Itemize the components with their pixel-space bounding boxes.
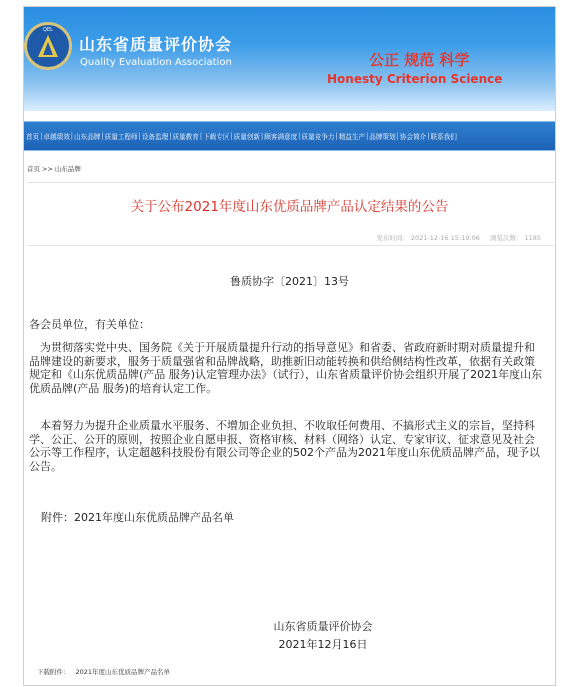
nav-item-contact[interactable]: 联系我们 <box>430 133 457 141</box>
nav-item-brand-planning[interactable]: 品牌策划 <box>369 133 396 141</box>
nav-separator: | <box>261 132 264 140</box>
nav-separator: | <box>230 132 233 140</box>
nav-separator: | <box>138 132 141 140</box>
nav-item-quality-competitiveness[interactable]: 质量竞争力 <box>301 133 335 141</box>
divider <box>27 245 554 246</box>
nav-separator: | <box>298 132 301 140</box>
logo-emblem-icon <box>36 33 60 59</box>
paragraph-1: 为贯彻落实党中央、国务院《关于开展质量提升行动的指导意见》和省委、省政府新时期对质量提升和品牌建设的新要求，服务于质量强省和品牌战略，助推新旧动能转换和供给侧结构性改革，依据有关政策规定和《山东优质品牌(产品 服务)认定管理办法》（试行），山东省质量评价协会组织开展了2021年度山东优质品牌(产品 服务)的培育认定工作。 <box>29 341 543 395</box>
main-nav <box>24 121 555 151</box>
views-label: 浏览次数： <box>489 234 523 242</box>
article-meta <box>374 233 541 242</box>
nav-item-home[interactable]: 首页 <box>26 133 40 141</box>
views-count: 1185 <box>524 234 541 242</box>
site-header <box>24 7 555 111</box>
nav-item-about[interactable]: 协会简介 <box>399 133 427 141</box>
nav-item-shandong-brand[interactable]: 山东品牌 <box>74 133 101 141</box>
salutation: 各会员单位，有关单位： <box>29 318 150 331</box>
nav-separator: | <box>396 132 399 140</box>
nav-item-downloads[interactable]: 下载专区 <box>203 133 230 141</box>
breadcrumb-home[interactable]: 首页 <box>27 165 40 173</box>
nav-separator: | <box>70 132 74 140</box>
nav-separator: | <box>101 132 104 140</box>
page-frame <box>23 6 556 686</box>
nav-item-quality-education[interactable]: 质量教育 <box>172 133 199 141</box>
nav-item-customer-satisfaction[interactable]: 顾客满意度 <box>264 133 298 141</box>
nav-item-quality-engineer[interactable]: 质量工程师 <box>104 133 138 141</box>
breadcrumb <box>27 164 81 173</box>
logo-text: QEL <box>43 27 53 33</box>
nav-separator: | <box>366 132 369 140</box>
association-logo[interactable] <box>24 22 72 70</box>
nav-item-excellence[interactable]: 卓越绩效 <box>43 133 70 141</box>
document-number: 鲁质协字〔2021〕13号 <box>230 275 349 288</box>
download-label: 下载附件： <box>37 668 70 676</box>
breadcrumb-current[interactable]: 山东品牌 <box>54 165 81 173</box>
nav-item-equipment-supervision[interactable]: 设备监理 <box>141 133 169 141</box>
nav-separator: | <box>40 132 43 140</box>
org-name-cn: 山东省质量评价协会 <box>79 35 233 54</box>
nav-separator: | <box>169 132 172 140</box>
attachment-note: 附件：2021年度山东优质品牌产品名单 <box>41 511 234 524</box>
slogan-cn: 公正 规范 科学 <box>369 51 470 69</box>
paragraph-2: 本着努力为提升企业质量水平服务、不增加企业负担、不收取任何费用、不搞形式主义的宗旨，坚持科学、公正、公开的原则，按照企业自愿申报、资格审核、材料（网络）认定、专家审议、征求意见及社会公示等工作程序，认定超越科技股份有限公司等企业的502个产品为2021年度山东优质品牌产品，现予以公告。 <box>29 419 540 473</box>
download-attachment <box>37 667 170 676</box>
signature-org: 山东省质量评价协会 <box>273 620 373 633</box>
nav-separator: | <box>199 132 203 140</box>
breadcrumb-separator: >> <box>42 165 53 173</box>
slogan-en: Honesty Criterion Science <box>327 72 503 86</box>
signature-date: 2021年12月16日 <box>278 638 368 651</box>
download-link[interactable]: 2021年度山东优质品牌产品名单 <box>75 668 171 676</box>
article-title: 关于公布2021年度山东优质品牌产品认定结果的公告 <box>130 199 449 215</box>
org-name-en: Quality Evaluation Association <box>80 57 232 68</box>
nav-item-lean-production[interactable]: 精益生产 <box>338 133 366 141</box>
nav-item-quality-innovation[interactable]: 质量创新 <box>233 133 261 141</box>
nav-separator: | <box>335 132 338 140</box>
publish-time: 2021-12-16 15:19:06 <box>410 234 480 242</box>
divider <box>27 182 554 183</box>
publish-label: 发布时间： <box>376 234 409 242</box>
nav-separator: | <box>427 132 430 140</box>
